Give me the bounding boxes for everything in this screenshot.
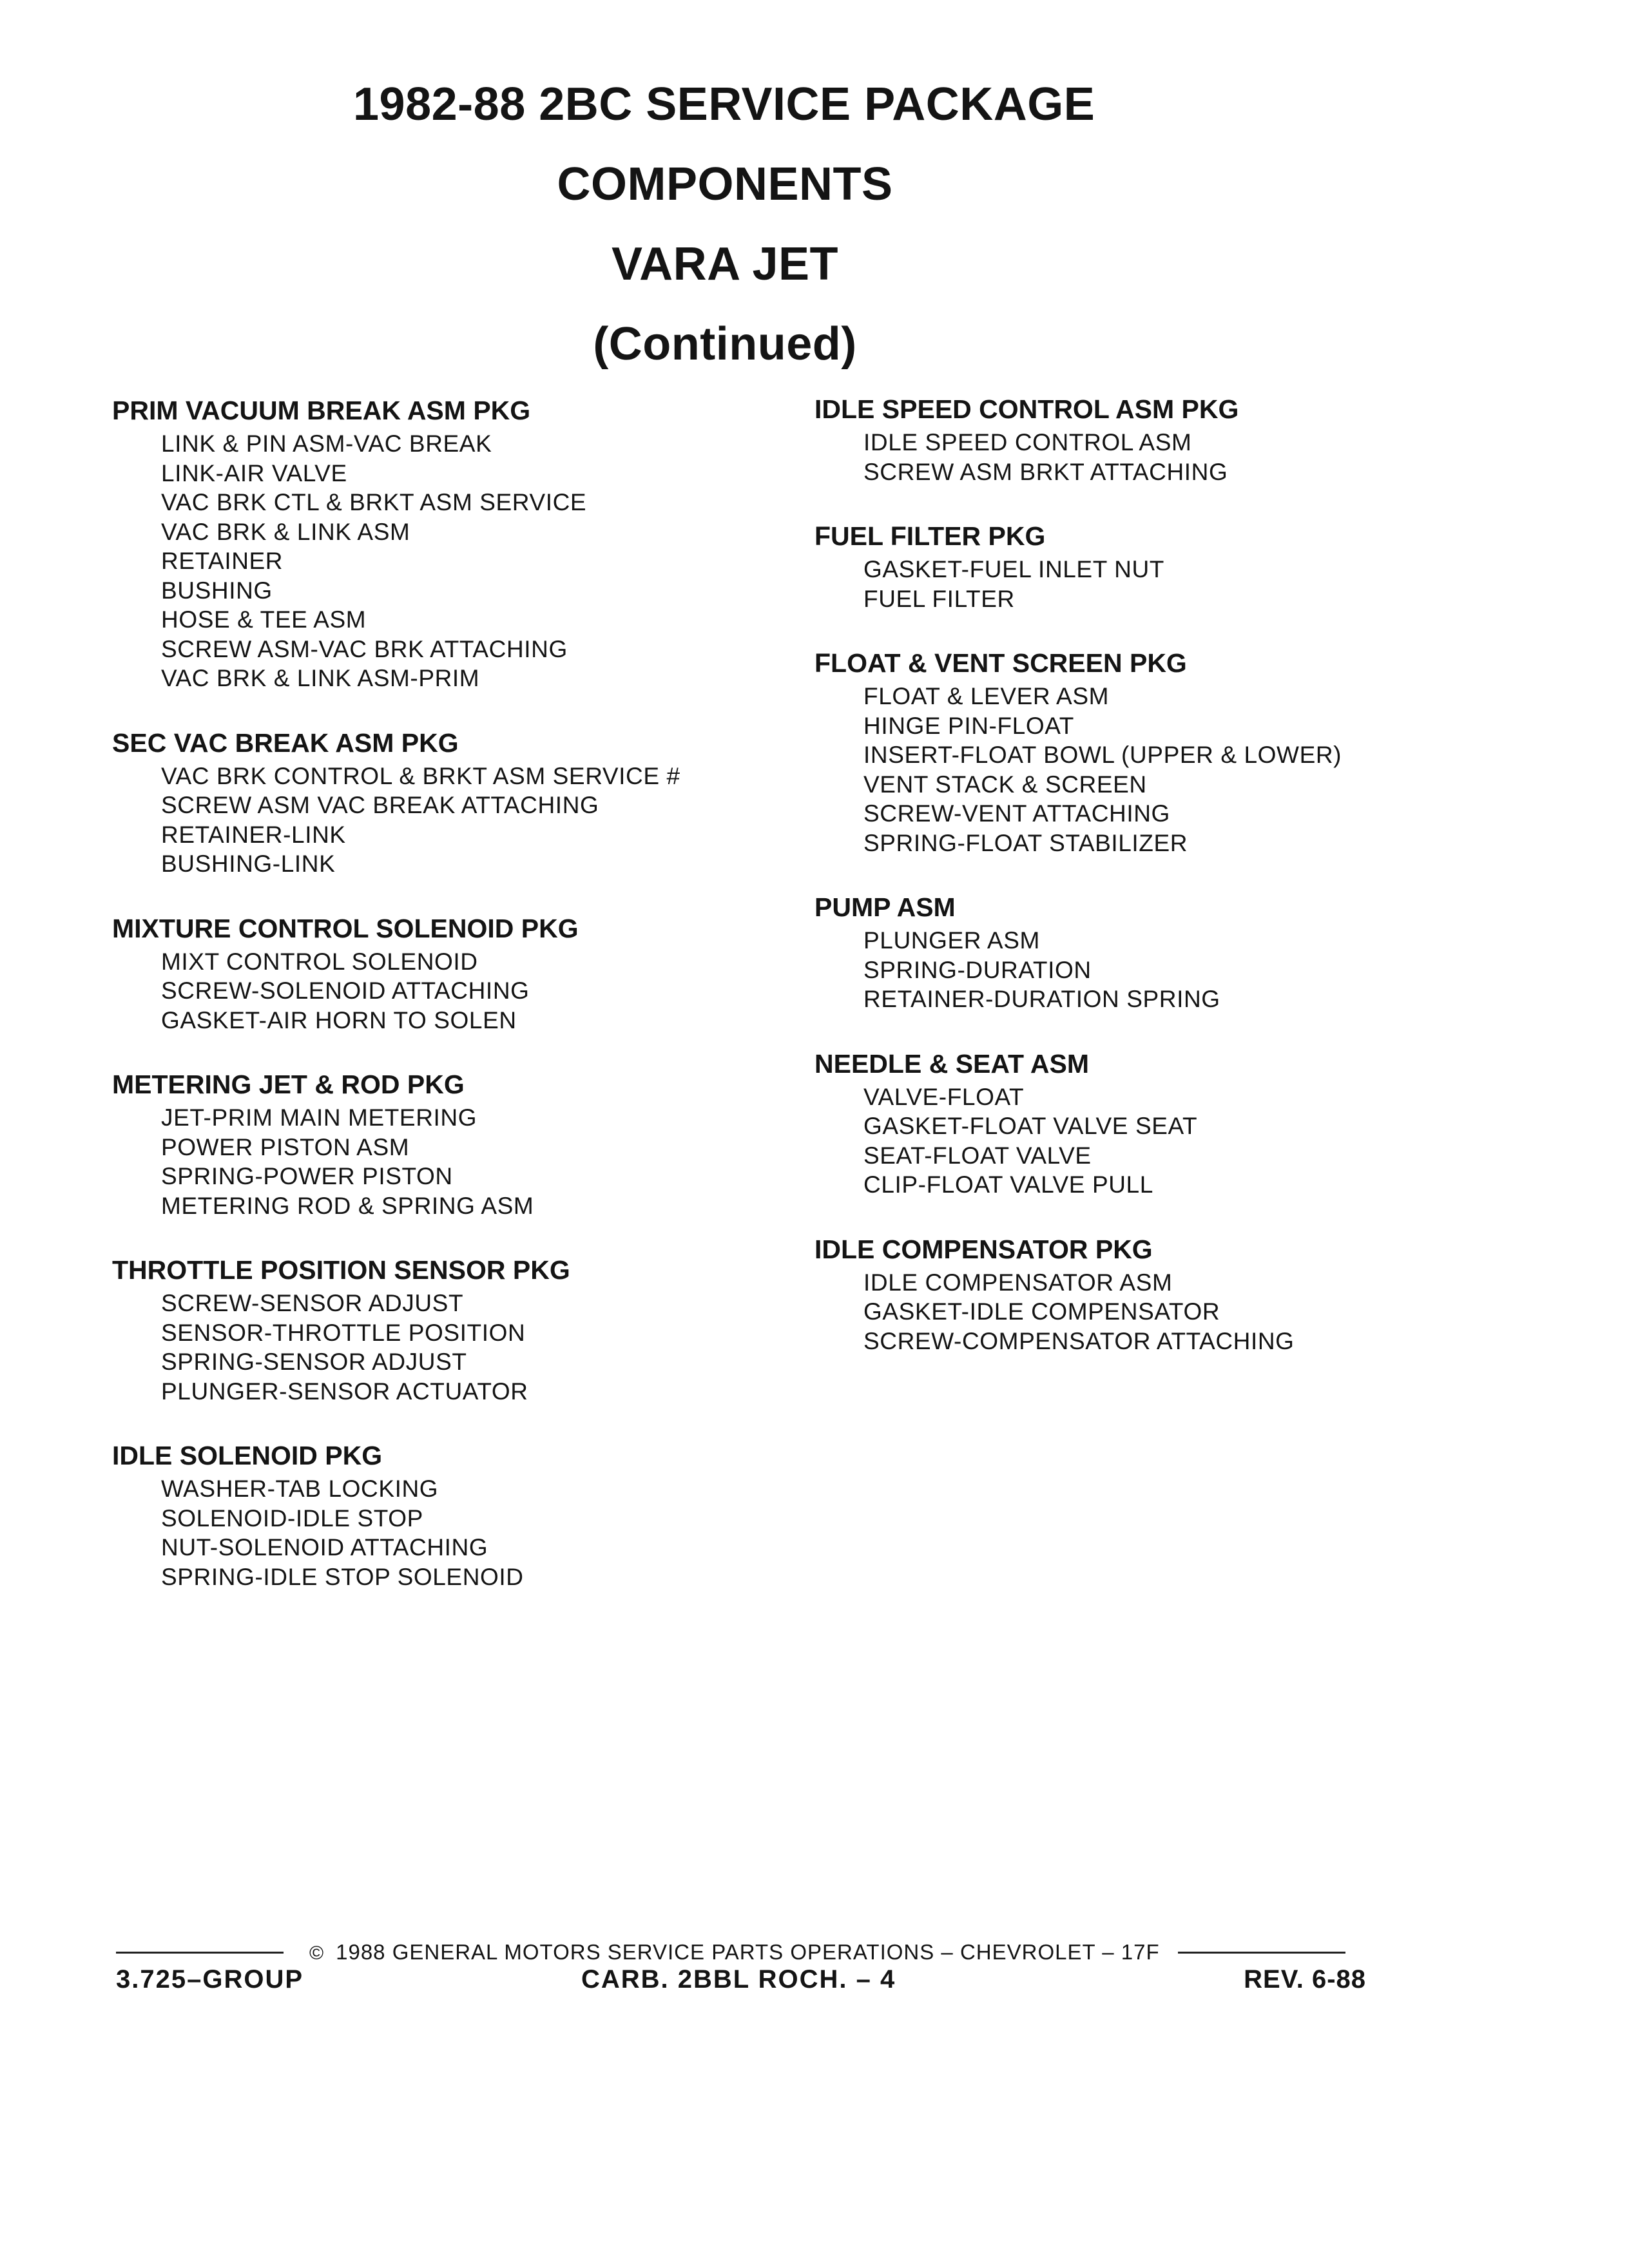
part-item: SOLENOID-IDLE STOP <box>161 1504 423 1532</box>
part-item: IDLE COMPENSATOR ASM <box>863 1269 1173 1296</box>
part-item: INSERT-FLOAT BOWL (UPPER & LOWER) <box>863 742 1342 768</box>
footer-group: 3.725–GROUP <box>116 1965 304 1994</box>
part-item: VENT STACK & SCREEN <box>863 771 1147 798</box>
copyright-symbol: © <box>309 1943 325 1964</box>
section-heading: NEEDLE & SEAT ASM <box>815 1048 1089 1079</box>
section-heading: FLOAT & VENT SCREEN PKG <box>815 648 1187 678</box>
part-item: RETAINER-LINK <box>161 821 346 848</box>
copyright-notice <box>309 1940 1160 1965</box>
part-item: METERING ROD & SPRING ASM <box>161 1192 534 1219</box>
part-item: GASKET-IDLE COMPENSATOR <box>863 1298 1220 1325</box>
part-item: VAC BRK & LINK ASM-PRIM <box>161 665 480 691</box>
part-item: RETAINER <box>161 548 284 574</box>
part-item: MIXT CONTROL SOLENOID <box>161 948 478 975</box>
part-item: VAC BRK CTL & BRKT ASM SERVICE <box>161 489 587 515</box>
part-item: SCREW-VENT ATTACHING <box>863 800 1170 827</box>
part-item: SPRING-FLOAT STABILIZER <box>863 829 1188 856</box>
package-section <box>815 890 1556 1014</box>
part-item: PLUNGER-SENSOR ACTUATOR <box>161 1378 528 1405</box>
section-heading: SEC VAC BREAK ASM PKG <box>112 727 459 758</box>
part-item: SEAT-FLOAT VALVE <box>863 1142 1092 1169</box>
part-item: RETAINER-DURATION SPRING <box>863 986 1220 1012</box>
package-section <box>112 1253 808 1406</box>
part-item: POWER PISTON ASM <box>161 1133 410 1160</box>
part-item: SPRING-IDLE STOP SOLENOID <box>161 1563 524 1590</box>
section-heading: THROTTLE POSITION SENSOR PKG <box>112 1255 570 1285</box>
part-item: SPRING-SENSOR ADJUST <box>161 1349 467 1375</box>
part-item: SPRING-POWER PISTON <box>161 1163 453 1189</box>
part-item: VALVE-FLOAT <box>863 1083 1025 1110</box>
page-subtitle-continued: (Continued) <box>593 318 857 370</box>
package-section <box>112 911 808 1035</box>
section-heading: IDLE SPEED CONTROL ASM PKG <box>815 394 1239 424</box>
footer-rule-right <box>1178 1952 1345 1954</box>
section-heading: PUMP ASM <box>815 892 956 922</box>
package-section <box>112 1438 808 1591</box>
part-item: HOSE & TEE ASM <box>161 606 367 633</box>
section-heading: FUEL FILTER PKG <box>815 521 1046 551</box>
page-title: 1982-88 2BC SERVICE PACKAGE <box>353 79 1095 130</box>
part-item: SENSOR-THROTTLE POSITION <box>161 1319 526 1346</box>
section-heading: METERING JET & ROD PKG <box>112 1070 465 1099</box>
part-item: LINK & PIN ASM-VAC BREAK <box>161 430 492 457</box>
footer <box>116 1965 1379 2004</box>
part-item: CLIP-FLOAT VALVE PULL <box>863 1171 1153 1198</box>
part-item: SCREW-COMPENSATOR ATTACHING <box>863 1327 1295 1354</box>
copyright-text: 1988 GENERAL MOTORS SERVICE PARTS OPERATIONS – CHEVROLET – 17F <box>336 1940 1160 1964</box>
package-section <box>815 646 1556 858</box>
part-item: SPRING-DURATION <box>863 956 1092 983</box>
package-section <box>815 519 1556 613</box>
part-item: SCREW ASM VAC BREAK ATTACHING <box>161 792 599 818</box>
part-item: SCREW-SENSOR ADJUST <box>161 1290 464 1316</box>
package-section <box>112 726 808 879</box>
part-item: JET-PRIM MAIN METERING <box>161 1104 477 1131</box>
part-item: LINK-AIR VALVE <box>161 459 347 486</box>
part-item: SCREW-SOLENOID ATTACHING <box>161 977 530 1004</box>
footer-rule-left <box>116 1952 284 1954</box>
part-item: VAC BRK CONTROL & BRKT ASM SERVICE # <box>161 762 680 789</box>
part-item: NUT-SOLENOID ATTACHING <box>161 1534 488 1561</box>
part-item: FUEL FILTER <box>863 585 1015 612</box>
footer-section: CARB. 2BBL ROCH. – 4 <box>581 1965 896 1994</box>
part-item: BUSHING-LINK <box>161 850 336 877</box>
part-item: WASHER-TAB LOCKING <box>161 1475 439 1502</box>
package-section <box>112 1067 808 1220</box>
part-item: HINGE PIN-FLOAT <box>863 712 1074 739</box>
part-item: IDLE SPEED CONTROL ASM <box>863 429 1192 456</box>
part-item: VAC BRK & LINK ASM <box>161 518 410 545</box>
part-item: FLOAT & LEVER ASM <box>863 683 1110 709</box>
section-heading: IDLE COMPENSATOR PKG <box>815 1234 1153 1264</box>
section-heading: PRIM VACUUM BREAK ASM PKG <box>112 396 531 425</box>
part-item: GASKET-FUEL INLET NUT <box>863 556 1164 582</box>
package-section <box>815 392 1556 486</box>
part-item: SCREW ASM BRKT ATTACHING <box>863 458 1228 485</box>
right-column <box>815 392 1556 1388</box>
page-title-block <box>0 64 1450 384</box>
package-section <box>815 1046 1556 1200</box>
part-item: GASKET-AIR HORN TO SOLEN <box>161 1006 517 1033</box>
page-subtitle-components: COMPONENTS <box>557 159 893 210</box>
part-item: GASKET-FLOAT VALVE SEAT <box>863 1113 1198 1139</box>
package-section <box>815 1232 1556 1356</box>
footer-copyright-row <box>116 1936 1379 1968</box>
left-column <box>112 393 808 1624</box>
section-heading: MIXTURE CONTROL SOLENOID PKG <box>112 913 579 943</box>
section-heading: IDLE SOLENOID PKG <box>112 1441 383 1470</box>
package-section <box>112 393 808 693</box>
footer-revision: REV. 6-88 <box>1244 1965 1366 1994</box>
part-item: SCREW ASM-VAC BRK ATTACHING <box>161 635 568 662</box>
part-item: BUSHING <box>161 577 273 604</box>
part-item: PLUNGER ASM <box>863 927 1040 954</box>
page-subtitle-vara-jet: VARA JET <box>611 238 839 290</box>
